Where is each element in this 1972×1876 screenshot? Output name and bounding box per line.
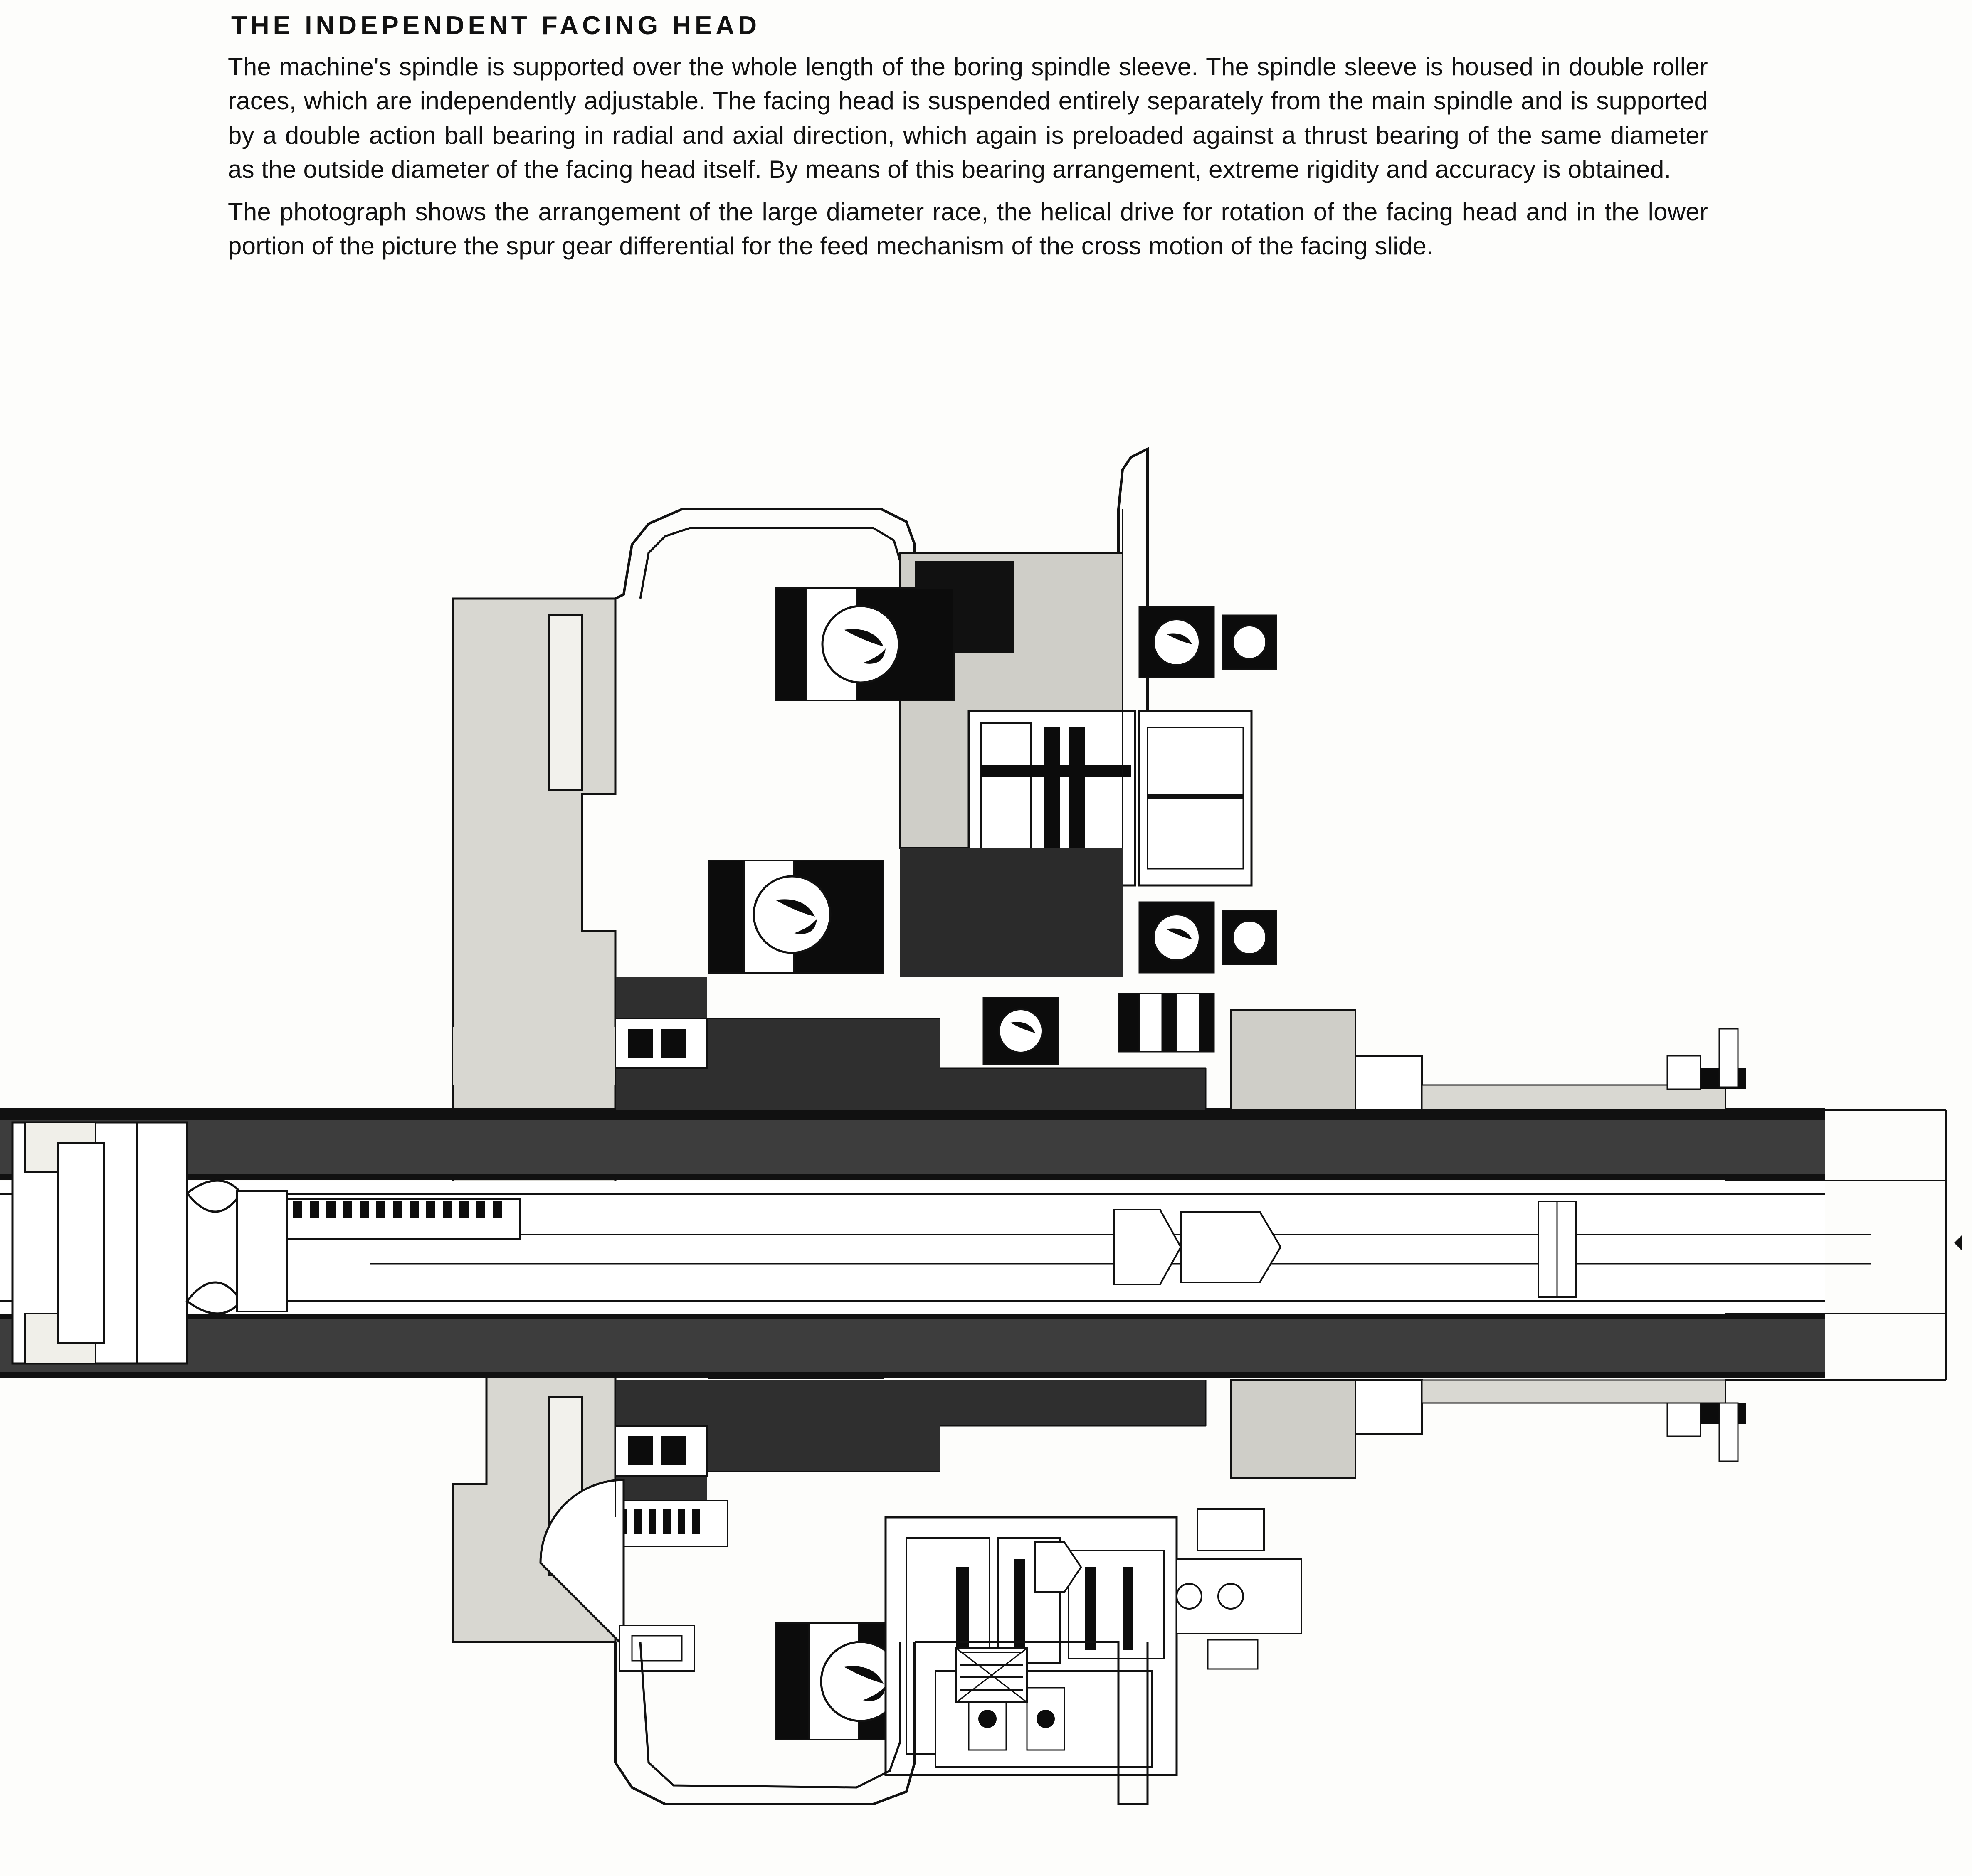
- spur-gear-differential: [886, 1517, 1177, 1775]
- large-diameter-race-upper: [775, 588, 954, 700]
- idler-bearing-upper-a: [1139, 607, 1276, 678]
- threaded-plug-bottom: [956, 1648, 1027, 1702]
- threaded-feed-screw: [287, 1199, 520, 1239]
- facing-head-cross-section-drawing: [0, 420, 1972, 1875]
- drawing-canvas: [0, 420, 1972, 1875]
- thrust-bearing-upper: [983, 993, 1214, 1064]
- paragraph-2: The photograph shows the arrangement of the large diameter race, the helical drive for rotation of the facing head and in the lower portion of the picture the spur gear differential for the feed mechanism of the cross motion of the facing slide.: [228, 197, 1708, 260]
- differential-housing-upper: [1139, 711, 1251, 885]
- text-column: [228, 0, 1708, 264]
- page-title: THE INDEPENDENT FACING HEAD: [231, 11, 760, 40]
- idler-bearing-upper-b: [1139, 902, 1276, 973]
- ball-bearing-upper-second: [709, 860, 884, 973]
- paragraph-1: The machine's spindle is supported over the whole length of the boring spindle sleeve. The spindle sleeve is housed in double roller races, which are independently adjustable. The facing head is suspended entirely separately from the main spindle and is supported by a double action ball bearing in radial and axial direction, which again is preloaded against a thrust bearing of the same diameter as the outside diameter of the facing head itself. By means of this bearing arrangement, extreme rigidity and accuracy is obtained.: [228, 53, 1708, 183]
